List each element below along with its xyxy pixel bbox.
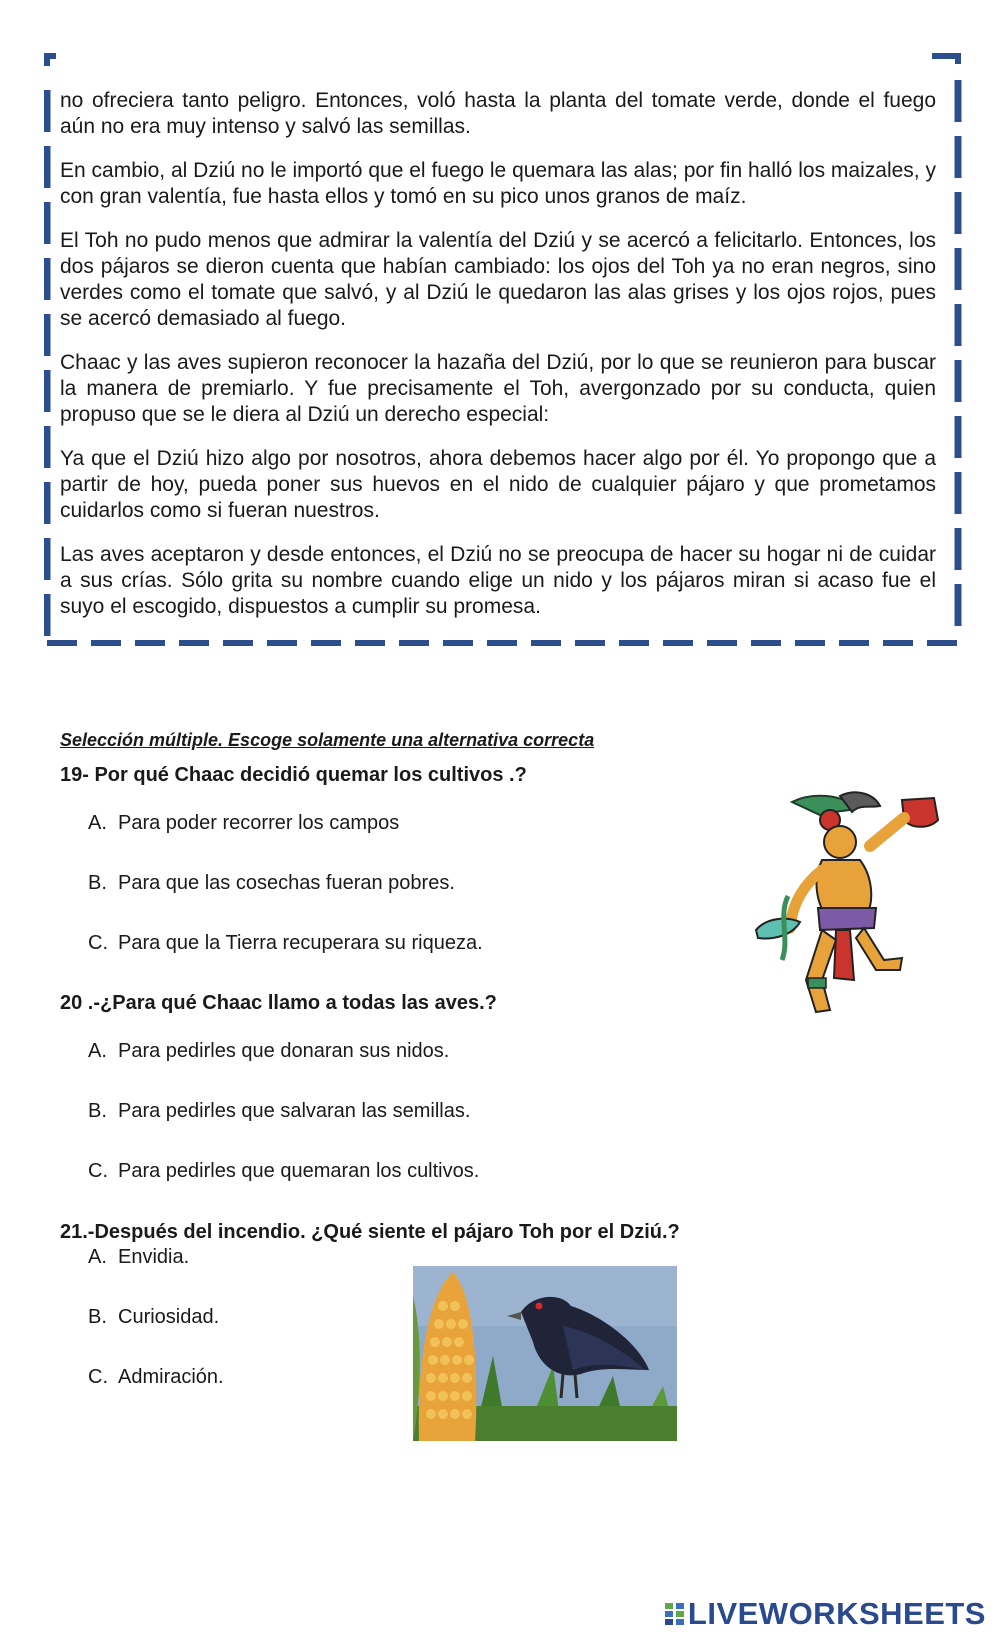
option-text: Para poder recorrer los campos (118, 812, 400, 834)
option-text: Admiración. (118, 1366, 224, 1388)
q20-option-c[interactable] (88, 1160, 479, 1183)
q21-option-b[interactable] (88, 1306, 219, 1329)
option-letter: A. (88, 812, 107, 834)
q19-option-a[interactable] (88, 812, 399, 835)
story-box (44, 52, 962, 648)
option-letter: C. (88, 932, 108, 954)
option-letter: C. (88, 1160, 108, 1182)
option-letter: A. (88, 1246, 107, 1268)
story-paragraph: Ya que el Dziú hizo algo por nosotros, ahora debemos hacer algo por él. Yo propongo que a partir de hoy, pueda poner sus huevos en el nido de cualquier pájaro y que prometamos cuidarlos como si fueran nuestros. (60, 447, 936, 522)
story-paragraph: Chaac y las aves supieron reconocer la hazaña del Dziú, por lo que se reunieron para buscar la manera de premiarlo. Y fue precisamente el Toh, avergonzado por su conducta, quien propuso que se le diera al Dziú un derecho especial: (60, 351, 936, 426)
option-text: Envidia. (118, 1246, 190, 1268)
story-paragraph: El Toh no pudo menos que admirar la valentía del Dziú y se acercó a felicitarlo. Entonces, los dos pájaros se dieron cuenta que habían cambiado: los ojos del Toh ya no eran negros, sino verdes como el tomate que salvó, y al Dziú le quedaron las alas grises y los ojos rojos, pues se acercó demasiado al fuego. (60, 229, 936, 330)
story-paragraph: En cambio, al Dziú no le importó que el fuego le quemara las alas; por fin halló los maizales, y con gran valentía, fue hasta ellos y tomó en su pico unos granos de maíz. (60, 159, 936, 208)
option-text: Para pedirles que quemaran los cultivos. (118, 1160, 480, 1182)
q21-option-c[interactable] (88, 1366, 224, 1389)
q19-option-b[interactable] (88, 872, 455, 895)
option-letter: A. (88, 1040, 107, 1062)
option-letter: B. (88, 1306, 107, 1328)
logo-mark-icon (664, 1601, 686, 1627)
q20-option-a[interactable] (88, 1040, 449, 1063)
story-text (60, 88, 936, 638)
bird-corn-photo (413, 1266, 677, 1441)
question-20: 20 .-¿Para qué Chaac llamo a todas las aves.? (60, 992, 497, 1014)
option-letter: B. (88, 1100, 107, 1122)
option-text: Para que las cosechas fueran pobres. (118, 872, 455, 894)
question-21: 21.-Después del incendio. ¿Qué siente el pájaro Toh por el Dziú.? (60, 1221, 680, 1243)
option-text: Para pedirles que donaran sus nidos. (118, 1040, 450, 1062)
instructions-heading: Selección múltiple. Escoge solamente una alternativa correcta (60, 730, 595, 750)
q21-option-a[interactable] (88, 1246, 189, 1269)
option-letter: B. (88, 872, 107, 894)
chaac-illustration (752, 790, 952, 1025)
option-letter: C. (88, 1366, 108, 1388)
option-text: Para que la Tierra recuperara su riqueza. (118, 932, 483, 954)
liveworksheets-logo (664, 1596, 986, 1632)
q20-option-b[interactable] (88, 1100, 470, 1123)
q19-option-c[interactable] (88, 932, 483, 955)
option-text: Para pedirles que salvaran las semillas. (118, 1100, 471, 1122)
story-paragraph: Las aves aceptaron y desde entonces, el Dziú no se preocupa de hacer su hogar ni de cuidar a sus crías. Sólo grita su nombre cuando elige un nido y los pájaros miran si acaso fue el suyo el escogido, dispuestos a cumplir su promesa. (60, 543, 936, 618)
question-19: 19- Por qué Chaac decidió quemar los cultivos .? (60, 764, 527, 786)
option-text: Curiosidad. (118, 1306, 220, 1328)
logo-text: LIVEWORKSHEETS (687, 1596, 986, 1631)
story-paragraph: no ofreciera tanto peligro. Entonces, voló hasta la planta del tomate verde, donde el fuego aún no era muy intenso y salvó las semillas. (60, 89, 936, 138)
